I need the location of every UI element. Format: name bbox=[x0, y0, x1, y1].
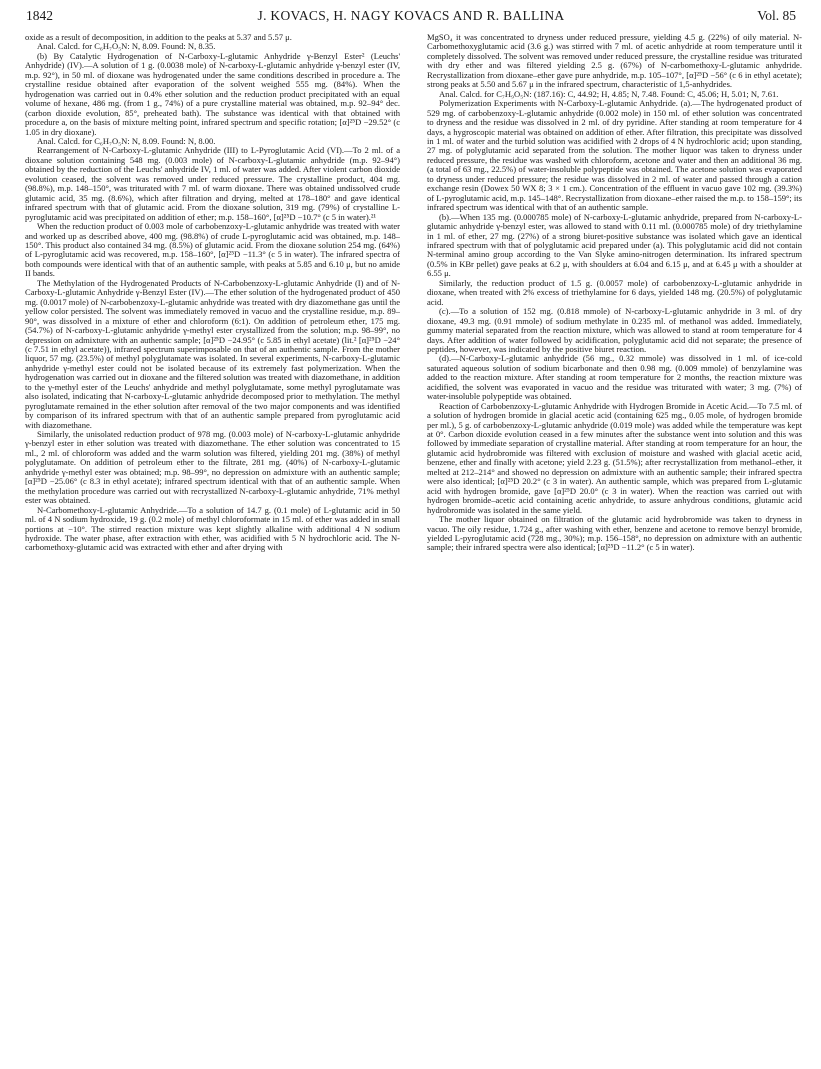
paragraph: Reaction of Carbobenzoxy-L-glutamic Anhydride with Hydrogen Bromide in Acetic Acid.—To 7.5 ml. of a solution of hydrogen bromide in glacial acetic acid (containing 625 mg., 0.05 mole, of hydrogen bromide per ml.), 5 g. of carbobenzoxy-L-glutamic anhydride (0.019 mole) was added while the temperature was kept at 0°. Carbon dioxide evolution ceased in a few minutes after the substance went into solution and this was followed by immediate separation of crystalline material. After standing at room temperature for an hour, the glutamic acid hydrobromide was filtered with exclusion of moisture and washed with glacial acetic acid, benzene, ether and finally with acetone; yield 2.23 g. (51.5%); after recrystallization from methanol–ether, it melted at 212–214° and showed no depression on admixture with an authentic sample; their infrared spectra were also identical; [α]²⁵D 20.2° (c 3 in water). An authentic sample, which was prepared from L-glutamic acid with hydrogen bromide, gave [α]²⁵D 20.0° (c 3 in water). When the reaction was carried out with hydrogen bromide–acetic acid containing acetic anhydride, to assure anhydrous conditions, glutamic acid hydrobromide was isolated in the same yield. bbox=[427, 400, 802, 515]
paragraph: (b).—When 135 mg. (0.000785 mole) of N-carboxy-L-glutamic anhydride, prepared from N-carboxy-L-glutamic anhydride γ-benzyl ester, was allowed to stand with 0.11 ml. (0.000785 mole) of dry triethylamine in 1 ml. of ether, 27 mg. (27%) of a strong biuret-positive substance was isolated which gave an identical infrared spectrum with that of polyglutamic acid prepared under (a). This polyglutamic acid did not contain N-terminal amino group according to the Van Slyke amino-nitrogen determination. Its infrared spectrum (0.5% in KBr pellet) gave peaks at 6.2 μ, with shoulders at 6.04 and 6.15 μ, and at 6.45 μ with a shoulder at 6.55 μ. bbox=[427, 211, 802, 279]
analysis-line: Anal. Calcd. for C₆H₇O₅N: N, 8.09. Found: N, 8.00. bbox=[37, 135, 216, 146]
paragraph: oxide as a result of decomposition, in addition to the peaks at 5.37 and 5.57 μ. bbox=[25, 33, 292, 42]
paragraph: The Methylation of the Hydrogenated Products of N-Carbobenzoxy-L-glutamic Anhydride (I) and of N-Carboxy-L-glutamic Anhydride γ-Benzyl Ester (IV).—The ether solution of the hydrogenated product of 450 mg. (0.0017 mole) of N-carbobenzoxy-L-glutamic anhydride was treated with dry diazomethane gas until the yellow color persisted. The solvent was immediately removed in vacuo and the crystalline residue, m.p. 89–90°, was dissolved in a mixture of ether and chloroform (6:1). On addition of petroleum ether, 175 mg. (54.7%) of N-carboxy-L-glutamic anhydride γ-methyl ester crystallized from the solution; m.p. 98–99°, no depression on admixture with an authentic sample; [α]²⁵D −24.95° (c 5.85 in ethyl acetate) (lit.² [α]²⁵D −24° (c 7.51 in ethyl acetate)), infrared spectrum superimposable on that of an authentic sample. From the mother liquor, 57 mg. (23.5%) of methyl polyglutamate was isolated. In several experiments, N-carboxy-L-glutamic anhydride γ-methyl ester could not be isolated because of its extremely fast polymerization. When the hydrogenation was carried out in dioxane and the filtered solution was treated with diazomethane, in addition to the γ-methyl ester of the Leuchs' anhydride and methyl polyglutamate, some methyl pyroglutamate was also isolated, indicating that N-carboxy-L-glutamic anhydride decomposed prior to methylation. The methyl pyroglutamate remained in the ether solution after removal of the two major components and was identified by comparison of its infrared spectrum with that of an authentic sample prepared from pyroglutamic acid with diazomethane. bbox=[25, 277, 400, 430]
paragraph: (c).—To a solution of 152 mg. (0.818 mmole) of N-carboxy-L-glutamic anhydride in 3 ml. of dry dioxane, 49.3 mg. (0.91 mmole) of sodium methylate in 0.235 ml. of methanol was added. Immediately, gummy material separated from the reaction mixture, which was allowed to stand at room temperature for 4 days. After addition of water followed by acidification, polyglutamic acid did not separate; the presence of peptides, however, was indicated by the positive biuret reaction. bbox=[427, 306, 802, 354]
paragraph: Similarly, the reduction product of 1.5 g. (0.0057 mole) of carbobenzoxy-L-glutamic anhydride in dioxane, when treated with 2% excess of triethylamine for 6 days, yielded 148 mg. (20.5%) of polyglutamic acid. bbox=[427, 277, 802, 307]
paragraph: (d).—N-Carboxy-L-glutamic anhydride (56 mg., 0.32 mmole) was dissolved in 1 ml. of ice-cold saturated aqueous solution of sodium bicarbonate and then 0.98 mg. (0.009 mmole) of benzylamine was added to the reaction mixture. After standing at room temperature for 2 months, the reaction mixture was acidified, the solvent was evaporated in vacuo and the residue was triturated with water; 3 mg. (7%) of water-insoluble polypeptide was obtained. bbox=[427, 353, 802, 402]
paragraph: Rearrangement of N-Carboxy-L-glutamic Anhydride (III) to L-Pyroglutamic Acid (VI).—To 2 ml. of a dioxane solution containing 548 mg. (0.003 mole) of N-carboxy-L-glutamic anhydride (m.p. 92–94°) obtained by the reduction of the Leuchs' anhydride IV, 1 ml. of water was added. After violent carbon dioxide evolution ceased, the solvent was removed under reduced pressure. The crystalline product, 404 mg. (98.8%), m.p. 148–150°, was triturated with 7 ml. of warm dioxane. There was obtained undissolved crude glutamic acid, 35 mg. (8.6%), which after filtration and drying, melted at 178–180° and gave identical infrared spectrum with that of glutamic acid. From the dioxane solution, 319 mg. (79%) of crystalline L-pyroglutamic acid was precipitated on addition of ether; m.p. 158–160°, [α]²⁵D −10.7° (c 5 in water).²¹ bbox=[25, 145, 400, 222]
running-title-authors: J. KOVACS, H. NAGY KOVACS AND R. BALLINA bbox=[257, 8, 565, 23]
right-column bbox=[427, 33, 802, 1063]
paragraph: When the reduction product of 0.003 mole of carbobenzoxy-L-glutamic anhydride was treated with water and worked up as described above, 400 mg. (98.8%) of crude L-pyroglutamic acid was obtained, m.p. 148–150°. This product also contained 34 mg. (8.5%) of glutamic acid. From the dioxane solution 254 mg. (64%) of L-pyroglutamic acid was recovered, m.p. 158–160°, [α]²⁵D −11.3° (c 5 in water). The infrared spectra of both compounds were identical with that of an authentic sample, with peaks at 5.85 and 6.10 μ, but no amide II bands. bbox=[25, 221, 400, 279]
paragraph: The mother liquor obtained on filtration of the glutamic acid hydrobromide was taken to dryness in vacuo. The oily residue, 1.724 g., after washing with ether, benzene and acetone to remove benzyl bromide, yielded L-pyroglutamic acid (728 mg., 30%); m.p. 156–158°, no depression on admixture with an authentic sample; their infrared spectra were also identical; [α]²⁵D −11.2° (c 5 in water). bbox=[427, 514, 802, 553]
analysis-line: Anal. Calcd. for C₇H₉O₅N: (187.16): C, 44.92; H, 4.85; N, 7.48. Found: C, 45.06; H, 5.01; N, 7.61. bbox=[439, 88, 779, 99]
left-column bbox=[25, 33, 400, 1063]
running-header bbox=[26, 6, 796, 28]
paragraph: MgSO₄ it was concentrated to dryness under reduced pressure, yielding 4.5 g. (22%) of oily material. N-Carbomethoxyglutamic acid (3.6 g.) was stirred with 7 ml. of acetic anhydride at room temperature until it completely dissolved. The solvent was removed under reduced pressure, the crystalline residue was triturated with dry ether and was filtered yielding 2.5 g. (67%) of N-carbomethoxy-L-glutamic anhydride. Recrystallization from dioxane–ether gave pure anhydride, m.p. 105–107°, [α]²⁵D −56° (c 6 in ethyl acetate); strong peaks at 5.50 and 5.67 μ in the infrared spectrum, characteristic of 1,5-anhydrides. bbox=[427, 33, 802, 90]
volume-label: Vol. 85 bbox=[757, 8, 796, 23]
paragraph: Similarly, the unisolated reduction product of 978 mg. (0.003 mole) of N-carboxy-L-glutamic anhydride γ-benzyl ester in ether solution was treated with diazomethane. The ether solution was concentrated to 15 ml., 2 ml. of chloroform was added and the warm solution was filtered, yielding 201 mg. (38%) of methyl polyglutamate. On addition of petroleum ether to the filtrate, 281 mg. (40%) of N-carboxy-L-glutamic anhydride γ-methyl ester was obtained; m.p. 98–99°, no depression on admixture with an authentic sample; [α]²⁵D −25.06° (c 8.3 in ethyl acetate); infrared spectrum identical with that of an authentic sample. When the methylation procedure was carried out with recrystallized N-carboxy-L-glutamic anhydride, 71% methyl ester was obtained. bbox=[25, 429, 400, 506]
paragraph: Polymerization Experiments with N-Carboxy-L-glutamic Anhydride. (a).—The hydrogenated product of 529 mg. of carbobenzoxy-L-glutamic anhydride (0.002 mole) in 150 ml. of ether solution was concentrated to dryness and the residue was dissolved in 2 ml. of dry pyridine. After standing at room temperature for 4 days, a hygroscopic material was obtained on addition of ether. After filtration, this precipitate was dissolved in 1 ml. of water and the turbid solution was acidified with 2 drops of 4 N hydrochloric acid; upon standing, 27 mg. of polyglutamic acid separated from the solution. The mother liquor was taken to dryness under reduced pressure, the residue was washed with chloroform, acetone and water and then an additional 36 mg. (a total of 63 mg., 22.5%) of water-insoluble polypeptide was obtained. The acetone solution was evaporated to dryness under reduced pressure; the residue was dissolved in 2 ml. of water and passed through a cation exchange resin (Dowex 50 WX 8; 3 × 1 cm.). Concentration of the effluent in vacuo gave 102 mg. (39.3%) of L-pyroglutamic acid, m.p. 145–148°. Recrystallization from dioxane–ether raised the m.p. to 158–159°; its infrared spectrum was identical with that of an authentic sample. bbox=[427, 98, 802, 213]
analysis-line: Anal. Calcd. for C₆H₇O₅N: N, 8.09. Found: N, 8.35. bbox=[37, 41, 216, 52]
paragraph: (b) By Catalytic Hydrogenation of N-Carboxy-L-glutamic Anhydride γ-Benzyl Ester² (Leuchs' Anhydride) (IV).—A solution of 1 g. (0.0038 mole) of N-carboxy-L-glutamic anhydride γ-benzyl ester (IV, m.p. 92°), in 50 ml. of dioxane was hydrogenated under the same conditions described in procedure a. The crystalline residue obtained after evaporation of the solvent weighed 555 mg. (84%). When the hydrogenation was carried out in 0.4% ether solution and the reduction product precipitated with an equal volume of hexane, 486 mg. (from 1 g., 74%) of a pure crystalline material was obtained, m.p. 92–94° dec. (carbon dioxide evolution, 85°, preheated bath). The substance was identical with that obtained with procedure a, on the basis of mixture melting point, infrared spectrum and specific rotation; [α]²⁵D −29.52° (c 1.05 in dry dioxane). bbox=[25, 50, 400, 137]
page-number: 1842 bbox=[26, 8, 53, 23]
paragraph: N-Carbomethoxy-L-glutamic Anhydride.—To a solution of 14.7 g. (0.1 mole) of L-glutamic acid in 50 ml. of 4 N sodium hydroxide, 19 g. (0.2 mole) of methyl chloroformate in 15 ml. of ether was added in small portions at −10°. The stirred reaction mixture was kept slightly alkaline with additional 4 N sodium hydroxide. The water phase, after extraction with ether, was acidified with 5 N hydrochloric acid. The N-carbomethoxy-glutamic acid was extracted with ether and after drying with bbox=[25, 504, 400, 553]
